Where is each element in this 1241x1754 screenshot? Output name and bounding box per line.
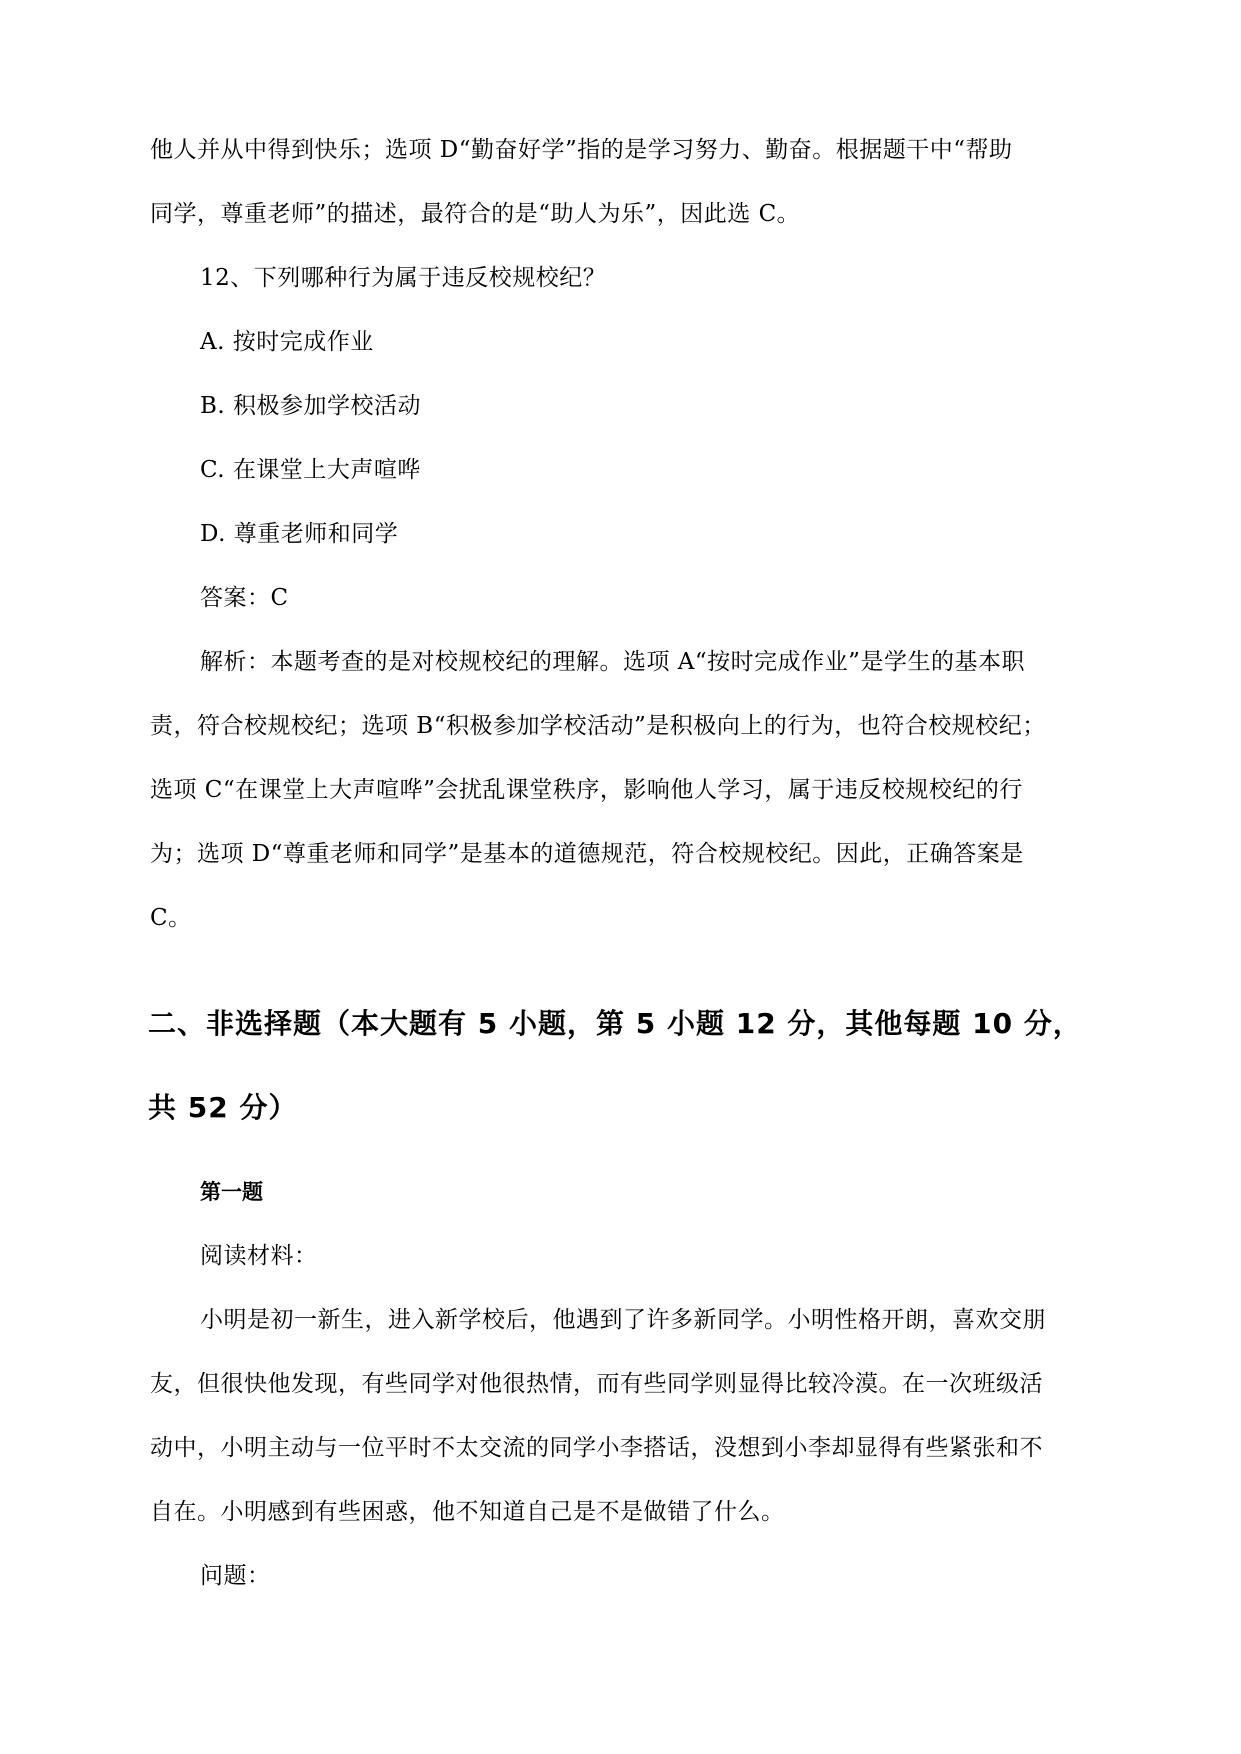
question-12-answer: 答案：C — [200, 585, 289, 611]
material-label: 阅读材料： — [200, 1243, 318, 1269]
material-line-4: 自在。小明感到有些困惑，他不知道自己是不是做错了什么。 — [150, 1499, 785, 1525]
question-12-analysis-line-1: 解析：本题考查的是对校规校纪的理解。选项 A“按时完成作业”是学生的基本职 — [200, 649, 1025, 675]
material-line-1: 小明是初一新生，进入新学校后，他遇到了许多新同学。小明性格开朗，喜欢交朋 — [200, 1307, 1046, 1333]
material-line-3: 动中，小明主动与一位平时不太交流的同学小李搭话，没想到小李却显得有些紧张和不 — [150, 1435, 1043, 1461]
question-12-option-c: C. 在课堂上大声喧哗 — [200, 457, 421, 483]
prev-explanation-line-1: 他人并从中得到快乐；选项 D“勤奋好学”指的是学习努力、勤奋。根据题干中“帮助 — [150, 137, 1013, 163]
question-label: 问题： — [200, 1563, 271, 1589]
section-2-heading-line-2: 共 52 分） — [148, 1091, 298, 1124]
question-12-option-a: A. 按时完成作业 — [200, 329, 374, 355]
question-12-analysis-line-4: 为；选项 D“尊重老师和同学”是基本的道德规范，符合校规校纪。因此，正确答案是 — [150, 841, 1024, 867]
section-2-heading-line-1: 二、非选择题（本大题有 5 小题，第 5 小题 12 分，其他每题 10 分， — [148, 1007, 1082, 1040]
question-12-analysis-line-3: 选项 C“在课堂上大声喧哗”会扰乱课堂秩序，影响他人学习，属于违反校规校纪的行 — [150, 777, 1023, 803]
question-12-analysis-line-2: 责，符合校规校纪；选项 B“积极参加学校活动”是积极向上的行为，也符合校规校纪； — [150, 713, 1046, 739]
question-12-stem: 12、下列哪种行为属于违反校规校纪？ — [200, 265, 607, 291]
question-12-analysis-line-5: C。 — [150, 905, 192, 931]
question-12-option-d: D. 尊重老师和同学 — [200, 521, 399, 547]
prev-explanation-line-2: 同学，尊重老师”的描述，最符合的是“助人为乐”，因此选 C。 — [150, 201, 801, 227]
question-1-title: 第一题 — [200, 1180, 263, 1204]
question-12-option-b: B. 积极参加学校活动 — [200, 393, 422, 419]
material-line-2: 友，但很快他发现，有些同学对他很热情，而有些同学则显得比较冷漠。在一次班级活 — [150, 1371, 1043, 1397]
